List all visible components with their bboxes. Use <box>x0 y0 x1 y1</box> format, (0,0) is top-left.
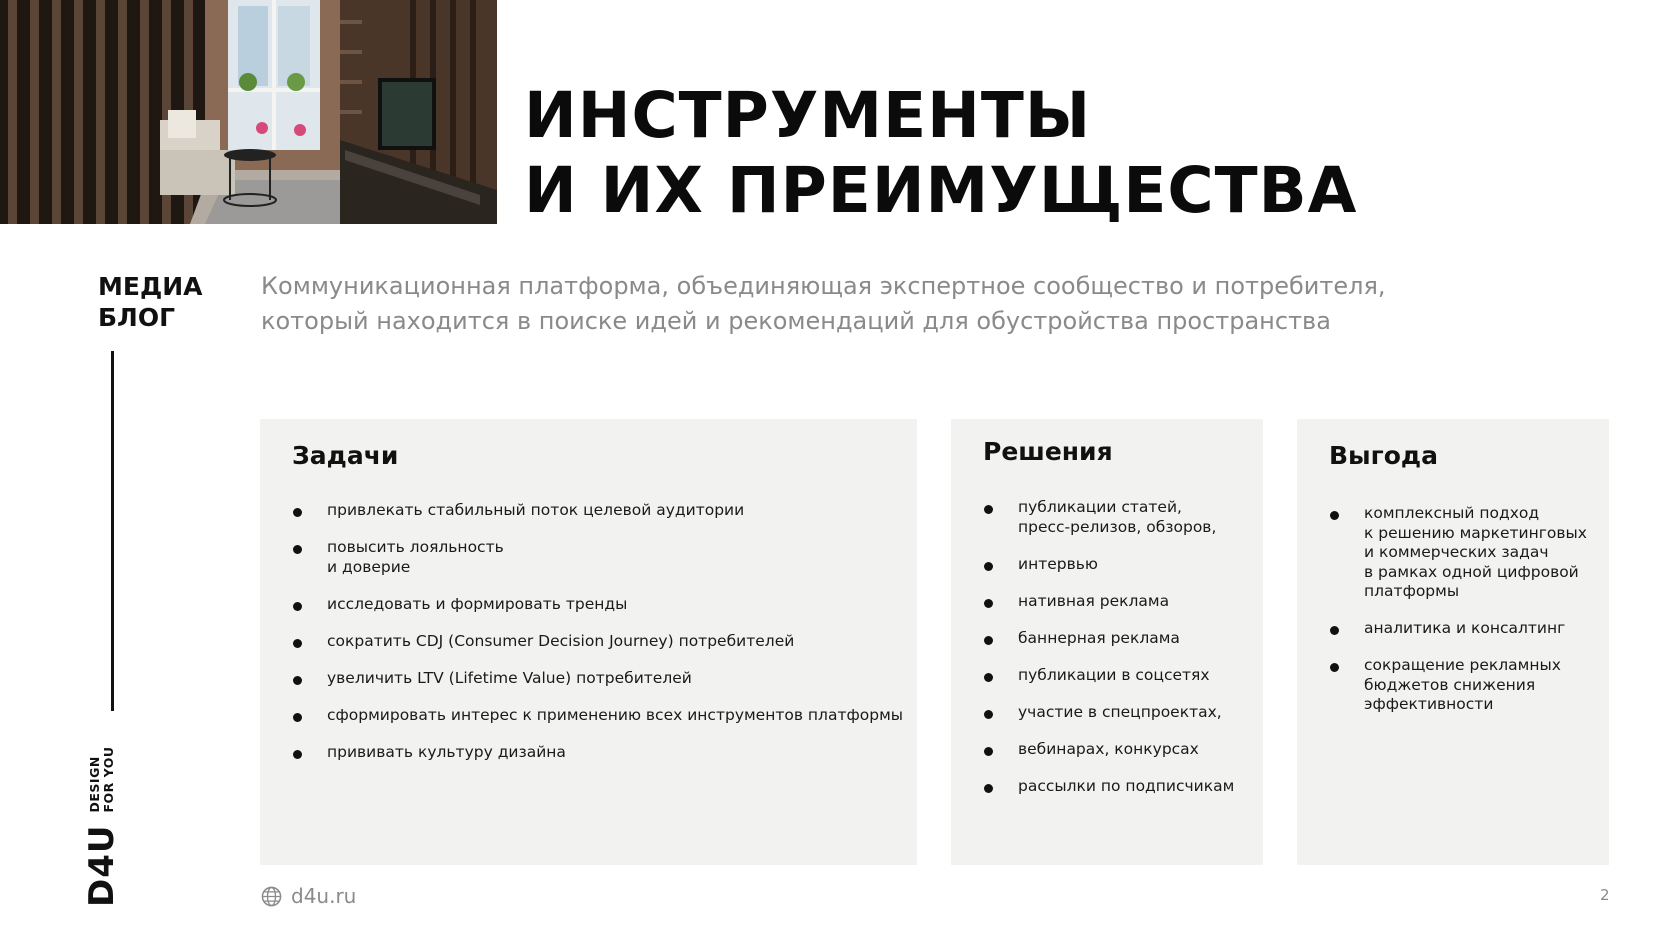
list-item-text: вебинарах, конкурсах <box>1018 739 1199 758</box>
globe-icon <box>261 886 282 907</box>
list-item-text: интервью <box>1018 554 1098 573</box>
list-item <box>983 629 1234 649</box>
interior-photo-illustration <box>0 0 497 224</box>
bullet-icon <box>293 602 302 611</box>
lead-line-2: который находится в поиске идей и рекомендаций для обустройства пространства <box>261 307 1331 335</box>
bullet-icon <box>1330 663 1339 672</box>
bullet-icon <box>293 676 302 685</box>
brand-mark: D4U <box>82 824 122 907</box>
bullet-icon <box>293 750 302 759</box>
brand-tagline-line-2: FOR YOU <box>101 746 116 813</box>
list-item <box>983 777 1234 797</box>
list-item <box>292 669 903 689</box>
list-item <box>983 555 1234 575</box>
card-benefits-title: Выгода <box>1329 441 1438 470</box>
list-item-text: рассылки по подписчикам <box>1018 776 1235 795</box>
list-item-text: прививать культуру дизайна <box>327 742 566 761</box>
brand-logo <box>82 722 122 907</box>
footer-site-text[interactable]: d4u.ru <box>291 884 357 908</box>
card-tasks-title: Задачи <box>292 441 399 470</box>
list-item <box>292 595 903 615</box>
list-item-text: повысить лояльность и доверие <box>327 538 504 576</box>
card-benefits-list <box>1329 504 1587 732</box>
page-number: 2 <box>1600 886 1610 904</box>
list-item-text: сократить CDJ (Consumer Decision Journey) потребителей <box>327 631 795 650</box>
list-item-text: привлекать стабильный поток целевой аудитории <box>327 501 745 519</box>
bullet-icon <box>293 639 302 648</box>
list-item <box>292 706 903 726</box>
bullet-icon <box>1330 511 1339 520</box>
bullet-icon <box>293 713 302 722</box>
bullet-icon <box>984 599 993 608</box>
list-item-text: публикации статей, пресс-релизов, обзоров, <box>1018 498 1217 536</box>
list-item <box>1329 656 1587 715</box>
bullet-icon <box>984 673 993 682</box>
brand-tagline-line-1: DESIGN <box>87 756 102 813</box>
list-item <box>983 740 1234 760</box>
list-item <box>292 538 903 577</box>
interior-photo <box>0 0 497 224</box>
bullet-icon <box>984 505 993 514</box>
vertical-divider <box>111 351 114 711</box>
list-item <box>983 666 1234 686</box>
bullet-icon <box>984 636 993 645</box>
list-item <box>983 498 1234 537</box>
list-item-text: аналитика и консалтинг <box>1364 619 1566 637</box>
card-solutions-title: Решения <box>983 437 1113 466</box>
section-label-line-1: МЕДИА <box>98 272 203 301</box>
bullet-icon <box>984 710 993 719</box>
list-item-text: участие в спецпроектах, <box>1018 702 1222 721</box>
list-item-text: исследовать и формировать тренды <box>327 594 628 613</box>
list-item <box>292 501 903 521</box>
list-item-text: баннерная реклама <box>1018 628 1180 647</box>
list-item <box>1329 504 1587 602</box>
page-title <box>524 78 1357 228</box>
list-item <box>1329 619 1587 639</box>
list-item-text: сокращение рекламных бюджетов снижения эффективности <box>1364 656 1561 713</box>
list-item <box>983 592 1234 612</box>
bullet-icon <box>1330 626 1339 635</box>
bullet-icon <box>293 508 302 517</box>
bullet-icon <box>984 747 993 756</box>
section-label <box>98 271 203 333</box>
card-solutions-list <box>983 498 1234 814</box>
page-title-line-1: ИНСТРУМЕНТЫ <box>524 79 1092 152</box>
list-item <box>292 743 903 763</box>
lead-line-1: Коммуникационная платформа, объединяющая экспертное сообщество и потребителя, <box>261 272 1386 300</box>
page-title-line-2: И ИХ ПРЕИМУЩЕСТВА <box>524 154 1358 227</box>
list-item <box>292 632 903 652</box>
card-tasks-list <box>292 501 903 780</box>
card-tasks <box>260 419 917 865</box>
bullet-icon <box>293 545 302 554</box>
footer-site-link[interactable] <box>261 884 356 908</box>
bullet-icon <box>984 784 993 793</box>
list-item-text: увеличить LTV (Lifetime Value) потребителей <box>327 668 692 687</box>
list-item-text: публикации в соцсетях <box>1018 665 1210 684</box>
list-item-text: комплексный подход к решению маркетинговых и коммерческих задач в рамках одной цифровой платформы <box>1364 504 1587 600</box>
card-benefits <box>1297 419 1609 865</box>
bullet-icon <box>984 562 993 571</box>
card-solutions <box>951 419 1263 865</box>
section-label-line-2: БЛОГ <box>98 303 176 332</box>
lead-paragraph <box>261 269 1641 339</box>
list-item-text: сформировать интерес к применению всех инструментов платформы <box>327 705 903 724</box>
list-item <box>983 703 1234 723</box>
brand-tagline <box>88 746 116 812</box>
list-item-text: нативная реклама <box>1018 591 1170 610</box>
